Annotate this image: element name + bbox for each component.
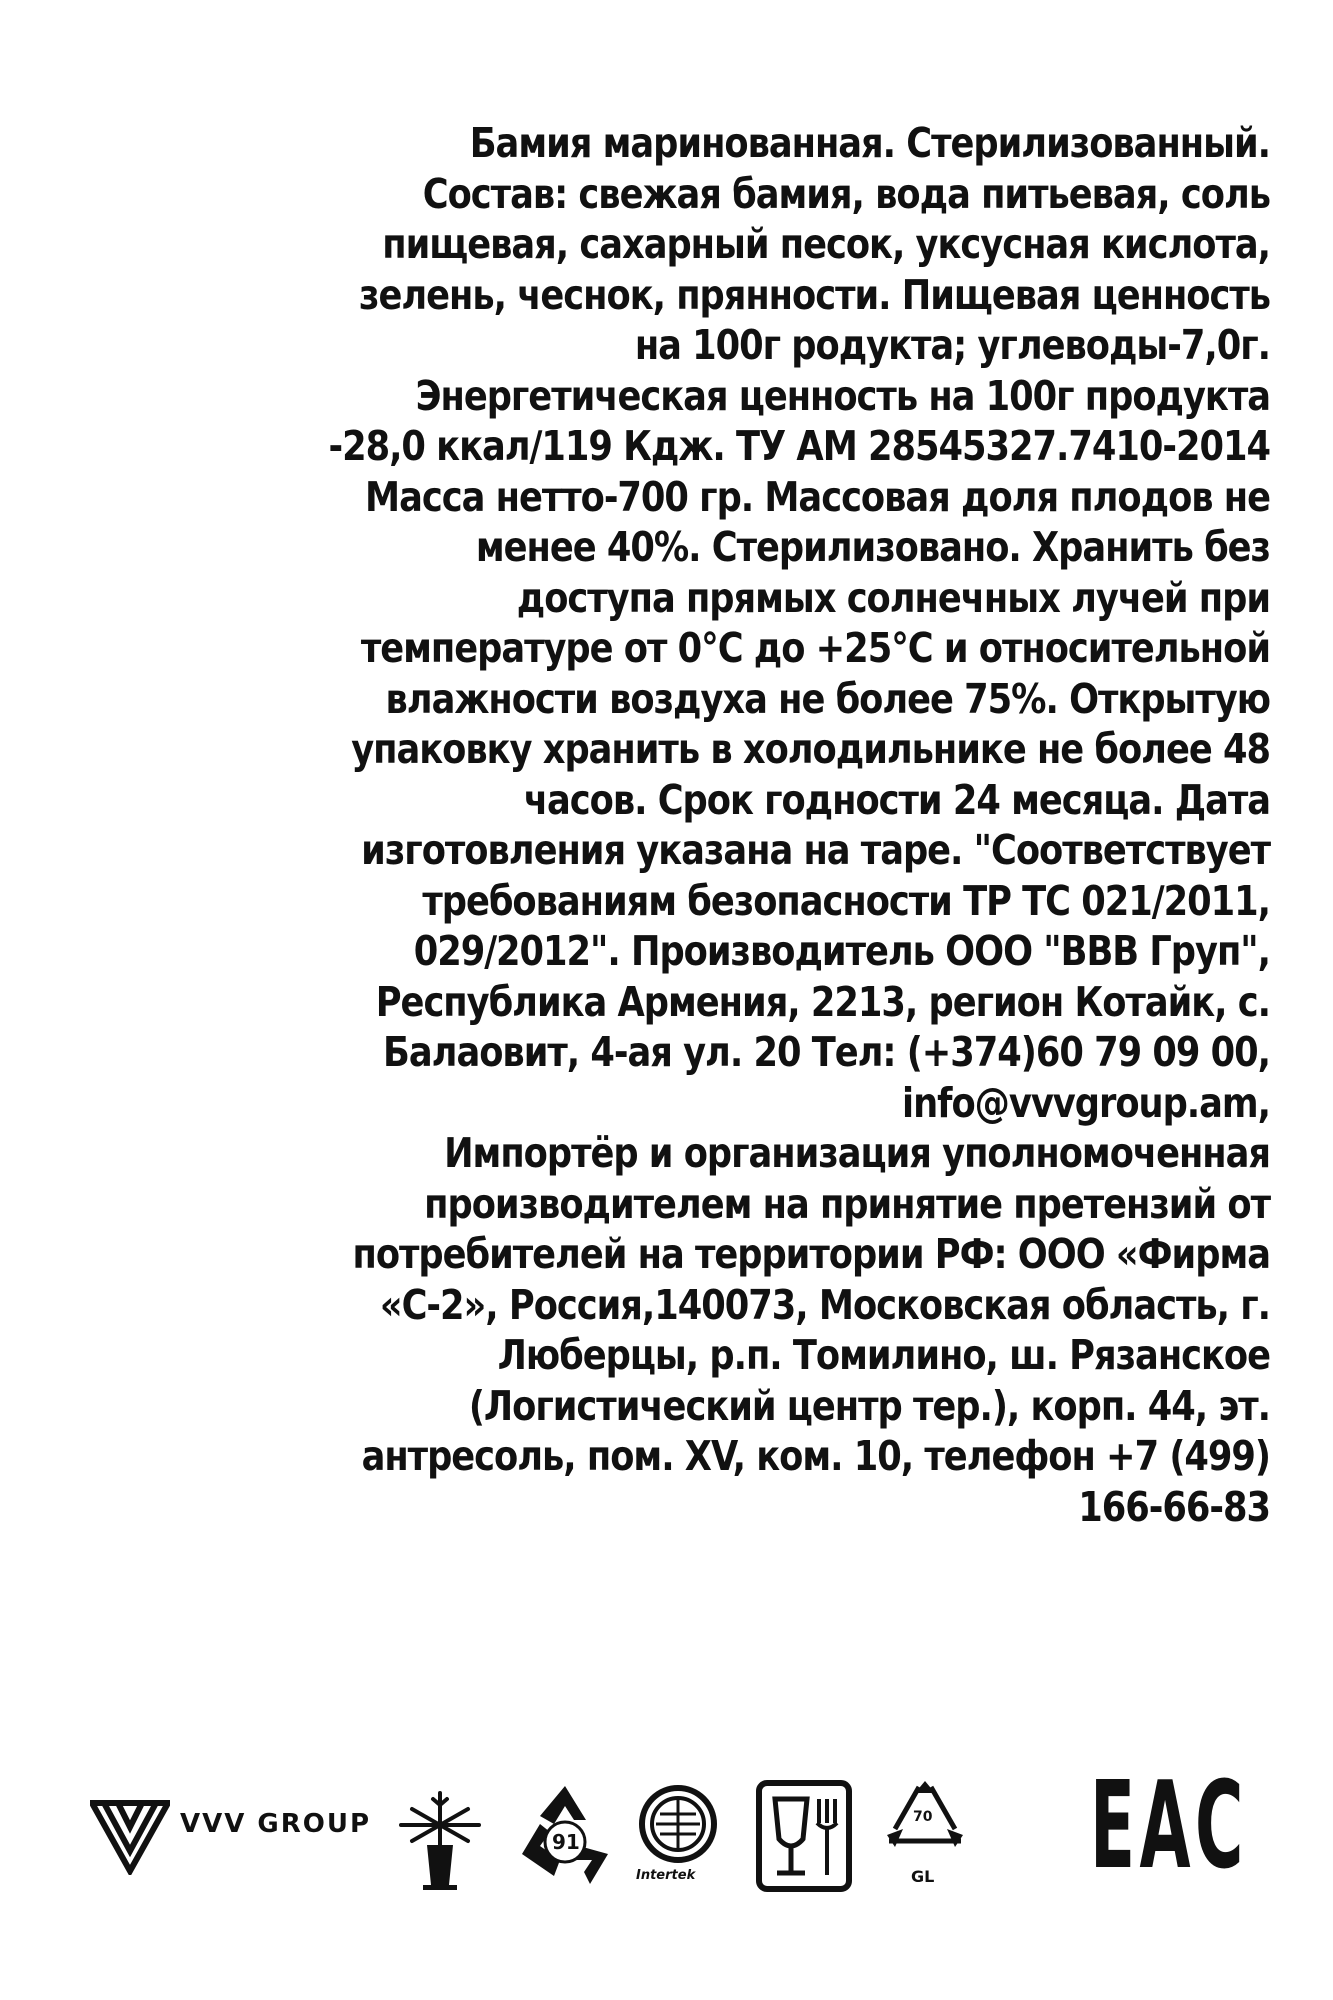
- label-line-20: info@vvvgroup.am,: [902, 1078, 1270, 1127]
- label-line-24: «С-2», Россия,140073, Московская область, г.: [379, 1280, 1271, 1329]
- label-line-17: 029/2012". Производитель ООО "ВВВ Груп",: [413, 927, 1270, 975]
- recycle-code-pp: 91: [552, 1830, 580, 1854]
- glass-abbreviation: GL: [911, 1867, 935, 1886]
- product-label-text: [30, 118, 1270, 1532]
- intertek-seal-icon: [630, 1780, 730, 1895]
- label-line-7: -28,0 ккал/119 Кдж. ТУ АМ 28545327.7410-2014: [328, 422, 1270, 470]
- label-line-18: Республика Армения, 2213, регион Котайк, с.: [375, 977, 1270, 1026]
- vvv-group-logo-icon: [90, 1775, 390, 1885]
- label-line-11: температуре от 0°С до +25°С и относительной: [360, 624, 1270, 672]
- recycle-70-glass-icon: [875, 1779, 975, 1894]
- label-line-4: зелень, чеснок, прянности. Пищевая ценность: [359, 270, 1270, 319]
- recycle-code-glass: 70: [913, 1809, 933, 1825]
- label-line-25: Люберцы, р.п. Томилино, ш. Рязанское: [497, 1331, 1270, 1379]
- food-contact-glass-fork-icon: [755, 1779, 855, 1894]
- label-line-3: пищевая, сахарный песок, уксусная кислота,: [382, 220, 1270, 268]
- label-line-5: на 100г родукта; углеводы-7,0г.: [634, 321, 1270, 369]
- brand-name-text: VVV GROUP: [180, 1809, 372, 1839]
- label-line-15: изготовления указана на таре. "Соответствует: [361, 826, 1270, 874]
- label-line-19: Балаовит, 4-ая ул. 20 Тел: (+374)60 79 09 00,: [383, 1028, 1270, 1076]
- eac-mark-icon: [1090, 1757, 1270, 1897]
- label-line-22: производителем на принятие претензий от: [424, 1179, 1271, 1228]
- label-line-16: требованиям безопасности ТР ТС 021/2011,: [422, 876, 1271, 925]
- label-line-8: Масса нетто-700 гр. Массовая доля плодов не: [365, 472, 1271, 521]
- label-line-23: потребителей на территории РФ: ООО «Фирма: [352, 1230, 1270, 1278]
- eac-mark-text: ЕАС: [1090, 1757, 1248, 1896]
- label-line-9: менее 40%. Стерилизовано. Хранить без: [475, 523, 1270, 571]
- label-line-10: доступа прямых солнечных лучей при: [516, 573, 1270, 622]
- label-line-28: 166-66-83: [1078, 1482, 1270, 1531]
- label-line-2: Состав: свежая бамия, вода питьевая, соль: [422, 169, 1270, 218]
- frost-resistant-icon: [395, 1785, 485, 1895]
- certification-icons-row: [90, 1757, 1270, 1905]
- label-line-14: часов. Срок годности 24 месяца. Дата: [523, 775, 1270, 824]
- label-line-12: влажности воздуха не более 75%. Открытую: [385, 674, 1270, 723]
- recycle-91-icon: [510, 1780, 620, 1890]
- label-line-13: упаковку хранить в холодильнике не более 48: [351, 725, 1270, 773]
- label-line-21: Импортёр и организация уполномоченная: [444, 1129, 1270, 1177]
- label-line-26: (Логистический центр тер.), корп. 44, эт.: [468, 1381, 1271, 1430]
- label-line-27: антресоль, пом. XV, ком. 10, телефон +7 (499): [361, 1432, 1270, 1480]
- intertek-text: Intertek: [636, 1868, 696, 1883]
- label-line-1: Бамия маринованная. Стерилизованный.: [469, 119, 1271, 167]
- label-line-6: Энергетическая ценность на 100г продукта: [415, 371, 1270, 420]
